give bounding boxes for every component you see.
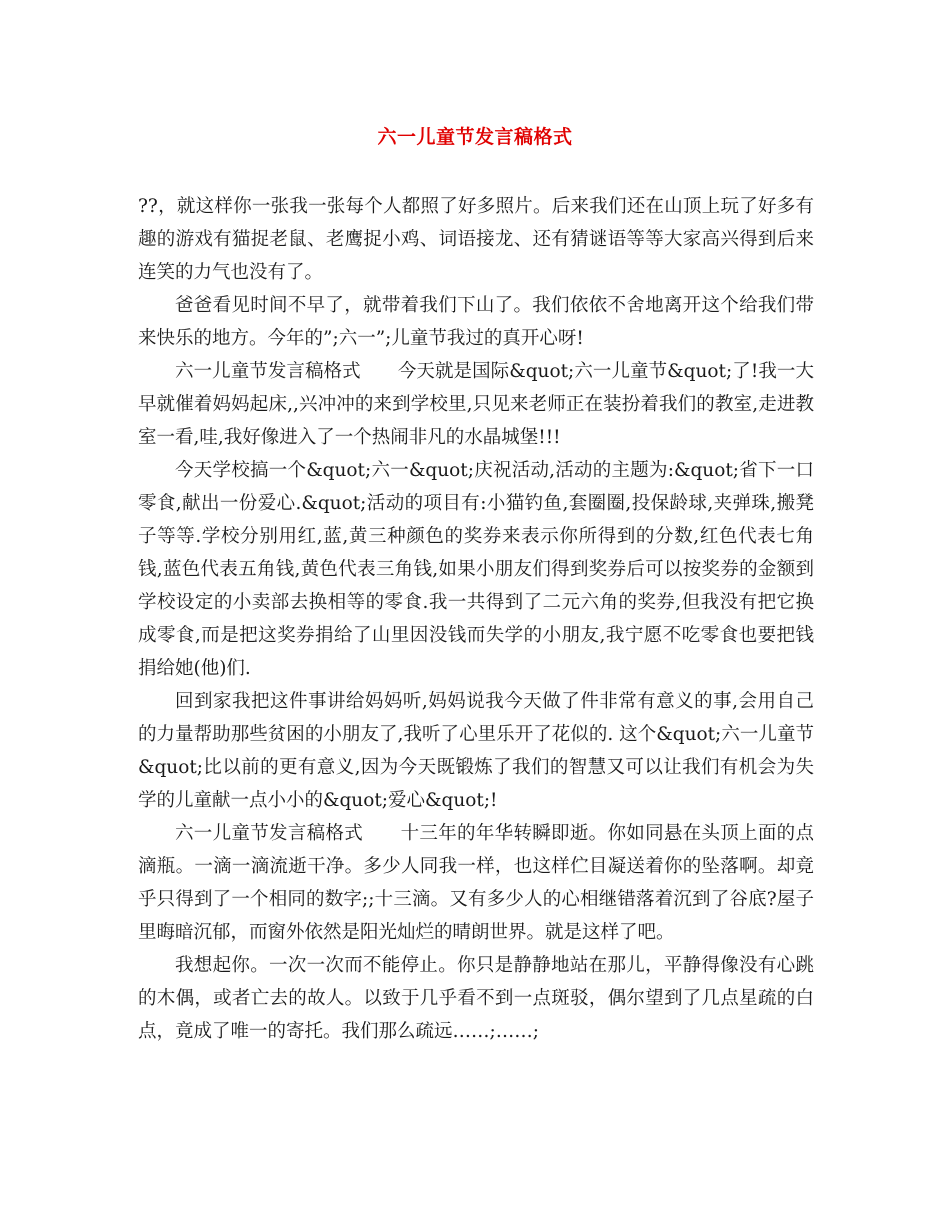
paragraph-4: 今天学校搞一个&quot;六一&quot;庆祝活动,活动的主题为:&quot;省下一口零食,献出一份爱心.&quot;活动的项目有:小猫钓鱼,套圈圈,投保龄球,夹弹珠,搬凳子等等.学校分别用红,蓝,黄三种颜色的奖券来表示你所得到的分数,红色代表七角钱,蓝色代表五角钱,黄色代表三角钱,如果小朋友们得到奖券后可以按奖券的金额到学校设定的小卖部去换相等的零食.我一共得到了二元六角的奖券,但我没有把它换成零食,而是把这奖券捐给了山里因没钱而失学的小朋友,我宁愿不吃零食也要把钱捐给她(他)们.	[138, 460, 814, 679]
paragraph-3: 六一儿童节发言稿格式 今天就是国际&quot;六一儿童节&quot;了!我一大早就催着妈妈起床,,兴冲冲的来到学校里,只见来老师正在装扮着我们的教室,走进教室一看,哇,我好像进入了一个热闹非凡的水晶城堡!!!	[138, 361, 814, 448]
paragraph-7: 我想起你。一次一次而不能停止。你只是静静地站在那儿，平静得像没有心跳的木偶，或者亡去的故人。以致于几乎看不到一点斑驳，偶尔望到了几点星疏的白点，竟成了唯一的寄托。我们那么疏远……;……;	[138, 955, 814, 1042]
document-body	[138, 190, 814, 1048]
paragraph-2: 爸爸看见时间不早了，就带着我们下山了。我们依依不舍地离开这个给我们带来快乐的地方。今年的”;六一”;儿童节我过的真开心呀!	[138, 295, 814, 349]
paragraph-5: 回到家我把这件事讲给妈妈听,妈妈说我今天做了件非常有意义的事,会用自己的力量帮助那些贫困的小朋友了,我听了心里乐开了花似的. 这个&quot;六一儿童节&quot;比以前的更有意义,因为今天既锻炼了我们的智慧又可以让我们有机会为失学的儿童献一点小小的&quot;爱心&quot;!	[138, 691, 814, 811]
paragraph-6: 六一儿童节发言稿格式 十三年的年华转瞬即逝。你如同悬在头顶上面的点滴瓶。一滴一滴流逝干净。多少人同我一样，也这样伫目凝送着你的坠落啊。却竟乎只得到了一个相同的数字;;十三滴。又有多少人的心相继错落着沉到了谷底?屋子里晦暗沉郁，而窗外依然是阳光灿烂的晴朗世界。就是这样了吧。	[138, 823, 814, 943]
paragraph-1: ??，就这样你一张我一张每个人都照了好多照片。后来我们还在山顶上玩了好多有趣的游戏有猫捉老鼠、老鹰捉小鸡、词语接龙、还有猜谜语等等大家高兴得到后来连笑的力气也没有了。	[138, 196, 814, 283]
page-title: 六一儿童节发言稿格式	[377, 126, 573, 148]
